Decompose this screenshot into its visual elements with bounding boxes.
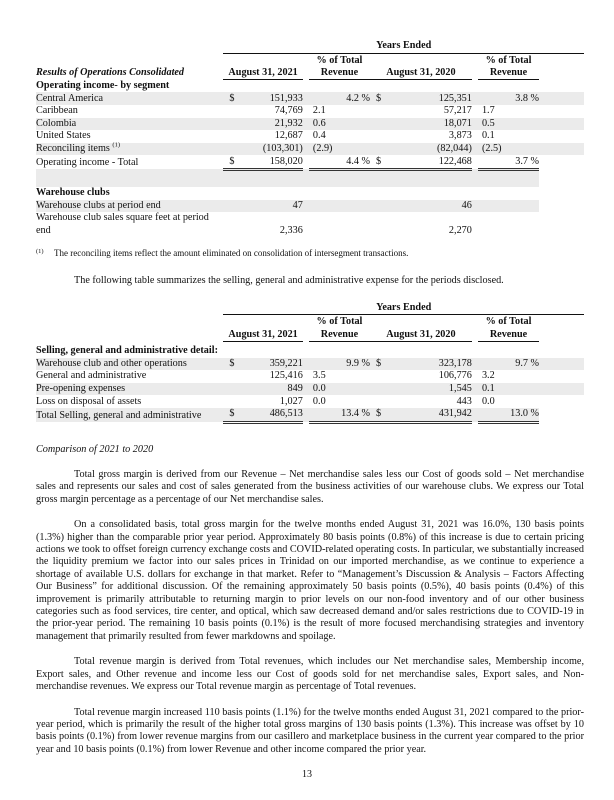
value-2021: 151,933 [240,92,303,105]
row-label: General and administrative [36,370,147,382]
col-header-2021: August 31, 2021 [223,328,302,341]
col-header-2020: August 31, 2020 [370,328,472,341]
sga-table [36,302,584,424]
value-2021: 21,932 [240,118,303,131]
footnote-marker: (1) [112,141,120,149]
footnote [36,247,584,259]
pct-2020: 0.5 [478,118,539,131]
total-row [36,155,584,169]
row-label: Warehouse clubs at period end [36,200,223,213]
pct-2020: 0.1 [478,383,539,396]
sga-intro-text: The following table summarizes the selling, general and administrative expense for the periods disclosed. [74,275,504,287]
value-2021: 2,336 [279,224,303,236]
row-label: Pre-opening expenses [36,383,223,396]
table-row [36,105,584,118]
paragraph-gross-margin-definition: Total gross margin is derived from our Revenue – Net merchandise sales less our Cost of goods sold – Net merchandise sales and represents our sales and cost of sales generated from the business activities of our warehouse clubs. We express our Total gross margin percentage as a percentage of our Net merchandise sales. [36,469,584,505]
table-row [36,358,584,371]
pct-2020: 9.7 % [478,358,539,371]
value-2020: 443 [456,395,472,407]
pct-2021: 13.4 % [309,408,370,422]
pct-2021: 0.6 [309,118,370,131]
document-page [36,40,584,756]
value-2021: 125,416 [269,370,303,382]
results-of-operations-table [36,40,584,237]
pct-header-2020-line2: Revenue [478,66,539,79]
pct-2021: 4.2 % [309,92,370,105]
pct-2020: 0.1 [481,130,495,142]
value-2020: 1,545 [386,383,472,396]
pct-header-2020-line1: % of Total [485,54,532,66]
table-row [36,143,584,156]
col-header-2020: August 31, 2020 [370,66,472,79]
row-label: Total Selling, general and administrative [36,408,223,422]
currency-symbol: $ [223,92,239,105]
value-2021: 1,027 [279,395,303,407]
pct-2020: 3.8 % [478,92,539,105]
value-2020: 323,178 [386,358,472,371]
pct-2020: 13.0 % [478,408,539,422]
pct-2020: 0.0 [481,395,495,407]
pct-2021: 4.4 % [309,155,370,169]
section-warehouse-clubs: Warehouse clubs [36,187,110,199]
value-2020: 106,776 [438,370,472,382]
value-2020: 125,351 [386,92,472,105]
pct-header-2020-line2: Revenue [478,328,539,341]
paragraph-revenue-margin-analysis: Total revenue margin increased 110 basis points (1.1%) for the twelve months ended August 31, 2021 compared to the prior-year period, which is primarily the result of the higher total gross margins of 130 basis points (1.3%). This increase was offset by 10 basis points (0.1%) from lower revenue margins from our casillero and marketplace business in the current year compared to the prior year and 10 basis points (0.1%) from lower Revenue and other income compared the prior year. [36,706,584,755]
row-label: Central America [36,92,223,105]
pct-2020: 3.7 % [478,155,539,169]
pct-header-2021-line2: Revenue [309,328,370,341]
pct-header-2021-line1: % of Total [316,316,363,328]
currency-symbol: $ [223,408,239,422]
currency-symbol: $ [223,358,239,371]
value-2021: 12,687 [274,130,303,142]
value-2021: (103,301) [240,143,303,156]
comparison-heading: Comparison of 2021 to 2020 [36,443,154,455]
paragraph-revenue-margin-definition: Total revenue margin is derived from Total revenues, which includes our Net merchandise sales, Membership income, Export sales, and Other revenue and income less our Cost of goods sold for net merchandise sales, Export sales, and Non-merchandise revenues. We express our Total revenue margin as percentage of Total revenues. [36,656,584,693]
page-number: 13 [302,769,312,780]
pct-2021: 2.1 [312,105,326,117]
paragraph-gross-margin-analysis: On a consolidated basis, total gross margin for the twelve months ended August 31, 2021 was 16.0%, 130 basis points (1.3%) higher than the comparable prior year period. Approximately 80 basis points (0.8%) of this increase is due to certain pricing actions we took to offset foreign currency exchange costs and COVID-related operating costs. In particular, we substantially increased the liquidity premium we factor into our sales prices in Trinidad on our imported merchandise, as we continue to experience a shortage of available U.S. dollars for exchange in that market. Refer to “Management’s Discussion & Analysis – Factors Affecting Our Business” for additional discussion. Of the remaining approximately 50 basis points (0.5%), 40 basis points (0.4%) of this improvement is primarily attributable to returning margin to prior levels on our non-food inventory and of our other business categories such as food services, tire center, and optical, which saw decreased demand and/or sales restrictions due to COVID-19 in the prior-year period. The remaining 10 basis points (0.1%) is the result of more focused merchandising strategies and inventory management that primarily resulted from fewer markdowns and spoilage. [36,519,584,642]
footnote-marker: (1) [36,247,44,255]
table-row [36,118,584,131]
pct-2021: 9.9 % [309,358,370,371]
value-2021: 47 [240,200,303,213]
table-row [36,212,584,237]
row-label: Caribbean [36,105,78,117]
pct-header-2021-line1: % of Total [316,54,363,66]
row-label: Colombia [36,118,223,131]
pct-header-2020-line1: % of Total [485,316,532,328]
currency-symbol: $ [370,92,386,105]
value-2021: 486,513 [240,408,303,422]
spacer-row [36,169,584,187]
row-label: United States [36,130,91,142]
total-row [36,408,584,422]
table-title: Results of Operations Consolidated [36,66,185,78]
row-label: Warehouse club sales square feet at period end [36,212,209,236]
section-operating-income: Operating income- by segment [36,79,170,91]
row-label: Reconciling items $^{(1)}$ [36,143,223,156]
value-2021: 74,769 [274,105,303,117]
pct-2021: 0.0 [309,383,370,396]
pct-2020: 3.2 [481,370,495,382]
pct-2020: 1.7 [481,105,495,117]
pct-2020: (2.5) [478,143,539,156]
value-2020: 46 [386,200,472,213]
pct-2021: 0.4 [312,130,326,142]
value-2020: 122,468 [386,155,472,169]
col-header-2021: August 31, 2021 [223,66,302,79]
pct-2021: 3.5 [312,370,326,382]
pct-header-2021-line2: Revenue [309,66,370,79]
table-row [36,383,584,396]
value-2021: 158,020 [240,155,303,169]
currency-symbol: $ [370,408,386,422]
table-row [36,200,584,213]
table-row [36,395,584,408]
value-2021: 359,221 [240,358,303,371]
value-2020: 3,873 [448,130,472,142]
row-label: Operating income - Total [36,157,139,169]
value-2020: 431,942 [386,408,472,422]
currency-symbol: $ [370,155,386,169]
footnote-text: The reconciling items reflect the amount eliminated on consolidation of intersegment transactions. [54,247,409,258]
table-row [36,370,584,383]
years-ended-header: Years Ended [223,302,584,315]
value-2020: 18,071 [386,118,472,131]
years-ended-header: Years Ended [223,40,584,53]
row-label: Warehouse club and other operations [36,358,223,371]
currency-symbol: $ [223,155,239,169]
value-2020: (82,044) [386,143,472,156]
value-2020: 2,270 [448,224,472,236]
pct-2021: (2.9) [309,143,370,156]
section-sga-detail: Selling, general and administrative detail: [36,345,218,357]
pct-2021: 0.0 [312,395,326,407]
value-2021: 849 [240,383,303,396]
value-2020: 57,217 [443,105,472,117]
row-label: Loss on disposal of assets [36,395,142,407]
currency-symbol: $ [370,358,386,371]
table-row [36,92,584,105]
